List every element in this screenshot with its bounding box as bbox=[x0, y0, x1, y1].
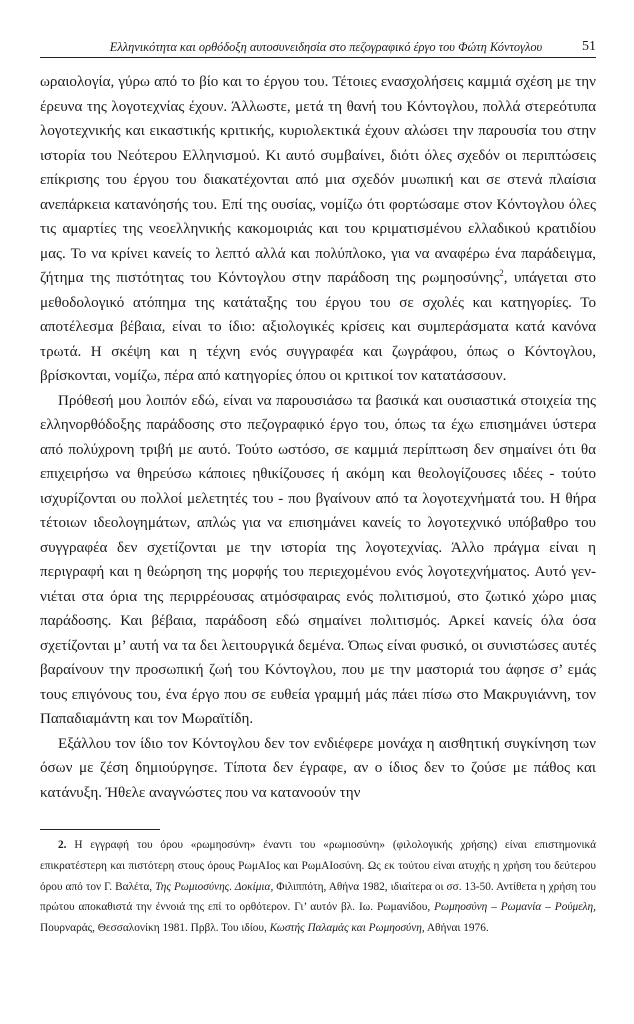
footnote-separator bbox=[40, 829, 160, 830]
footnote-reference[interactable]: 2 bbox=[499, 267, 504, 278]
footnote-text-b: Φιλιππότη, Αθήνα 1982, ιδιαίτερα οι σσ. 13-50. Αντίθετα η χρήση του πρώτου αποκαθιστά την έννοιά της επί το ορθότερον. Γι’ αυτόν βλ. Ιω. Ρωμανίδου, bbox=[40, 880, 597, 914]
paragraph-2: Πρόθεσή μου λοιπόν εδώ, είναι να παρουσιάσω τα βασικά και ουσιαστικά στοιχεία της ελληνορθόδοξης παράδοσης στο πεζογραφικό έργο του, όπως τα έχω επισημάνει ύστερα από πολύχρονη τριβή με αυτό. Τούτο ωστόσο, σε καμμιά περίπτωση δεν σημαίνει ότι θα επιχειρήσω να θηρεύσω κάποιες ηθικίζουσες ή ακόμη και θεολογίζουσες ιδέες - τούτο ισχυρίζονται ου πολλοί μελετητές του - που βγαίνουν από τα λογοτεχνήματά του. Η θήρα τέτοιων ιδεολογημάτων, απλώς για να επισημάνει κανείς το λογοτεχνικό υπόβαθρο του συγγραφέα δεν σχετίζονται με την ιστορία της λογοτεχνίας. Άλλο πράγμα είναι η περιγραφή και η θεώρηση της μορφής του περιεχομένου ενός λογοτεχνήματος. Αυτό γεννιέται στα όρια της περιρρέουσας ατμόσφαιρας ενός πολιτισμού, στο ζωτικό χώρο μιας παράδοσης. Και βέβαια, παράδοση εδώ σημαίνει πολιτισμός. Αρκεί κανείς όλα όσα σχετίζονται μ’ αυτή να τα δει λειτουργικά δεμένα. Όπως είναι φυσικό, οι συνιστώσες αυτές βαραίνουν την προσωπική ζωή του Κόντογλου, που με την μαστοριά του άφησε σ’ εμάς τους επιγόνους του, ένα έργο που σε ευθεία γραμμή μάς πάει πίσω στο Μακρυγιάννη, τον Παπαδιαμάντη και τον Μωραϊτίδη. bbox=[40, 392, 596, 727]
page-number: 51 bbox=[582, 39, 596, 54]
footnote-text-a: Η εγγραφή του όρου «ρωμηοσύνη» έναντι του «ρωμιοσύνη» (φιλολογικής χρήσης) είναι επιστημονικά επικρατέστερη και πιστότερη στους όρους ΡωμΑΙος και ΡωμΑΙοσύνη. Ως εκ τούτου είναι ατυχής η χρήση του δεύτερου όρου από τον Γ. Βαλέτα, bbox=[40, 839, 596, 893]
footnote-text-c: Πουρναράς, Θεσσαλονίκη 1981. Πρβλ. Του ιδίου, bbox=[40, 922, 270, 935]
paragraph-3: Εξάλλου τον ίδιο τον Κόντογλου δεν τον ενδιέφερε μονάχα η αισθητική συγκίνηση των όσων με ζέση δημιούργησε. Τίποτα δεν έγραφε, αν ο ίδιος δεν το ζούσε με πάθος και κατάνυξη. Ήθελε αναγνώστες που να κατανοούν την bbox=[40, 735, 596, 801]
paragraph-1-text: ωραιολογία, γύρω από το βίο και το έργου του. Τέτοιες ενασχολήσεις καμμιά σχέση με την έρευνα της λογοτεχνίας έχουν. Άλλωστε, μετά τη θανή του Κόντογλου, πολλά στερεότυπα λογοτεχνικής και εικαστικής κριτικής, κυριολεκτικά έχουν αλώσει την παρουσία του στην ιστορία του Νεότερου Ελληνισμού. Κι αυτό συμβαίνει, διότι όλες σχεδόν οι περιπτώσεις επίκρισης του έργου του διακατέχονται από μια σχεδόν μυωπική και σε στενά πλαίσια ανεπάρκεια κατανόησής του. Επί της ουσίας, νομίζω ότι φορτώσαμε στον Κόντογλου όλες τις αμαρτίες της νεοελληνικής κακομοιριάς και του κριματισμένου ελλαδικού κρατιδίου μας. Το να κρίνει κανείς το λεπτό αλλά και πολύπλοκο, για να αναφέρω ένα παράδειγμα, ζήτημα της πιστότητας του Κόντογλου στην παράδοση της ρωμηοσύνης bbox=[40, 74, 596, 286]
footnote-title-2: Ρωμηοσύνη – Ρωμανία – Ρούμελη, bbox=[434, 901, 596, 914]
footnote-2 bbox=[40, 835, 596, 939]
footnote-title-3: Κωστής Παλαμάς και Ρωμηοσύνη, bbox=[269, 922, 425, 935]
running-head bbox=[40, 34, 596, 58]
footnote-number: 2. bbox=[58, 839, 67, 851]
footnote-title-1: Της Ρωμιοσύνης. Δοκίμια, bbox=[155, 880, 274, 893]
main-text bbox=[40, 70, 596, 805]
footnote-text-d: Αθήναι 1976. bbox=[424, 922, 489, 935]
running-head-title: Ελληνικότητα και ορθόδοξη αυτοσυνειδησία στο πεζογραφικό έργο του Φώτη Κόντογλου bbox=[109, 40, 543, 54]
paragraph-1-continuation: , υπάγεται στο μεθοδολογικό ατόπημα της κατάταξης του έργου του σε σχολές και κατηγορίες. Το αποτέλεσμα βέβαια, είναι το ίδιο: αξιολογικές κρίσεις και συμπεράσματα κατά κανόνα τρωτά. Η σκέψη και η τέχνη ενός συγγραφέα και ζωγράφου, όπως ο Κόντογλου, βρίσκονται, νομίζω, πέρα από κατηγορίες όπου οι κριτικοί τον κατατάσσουν. bbox=[40, 270, 596, 384]
paragraph-1 bbox=[40, 70, 596, 389]
